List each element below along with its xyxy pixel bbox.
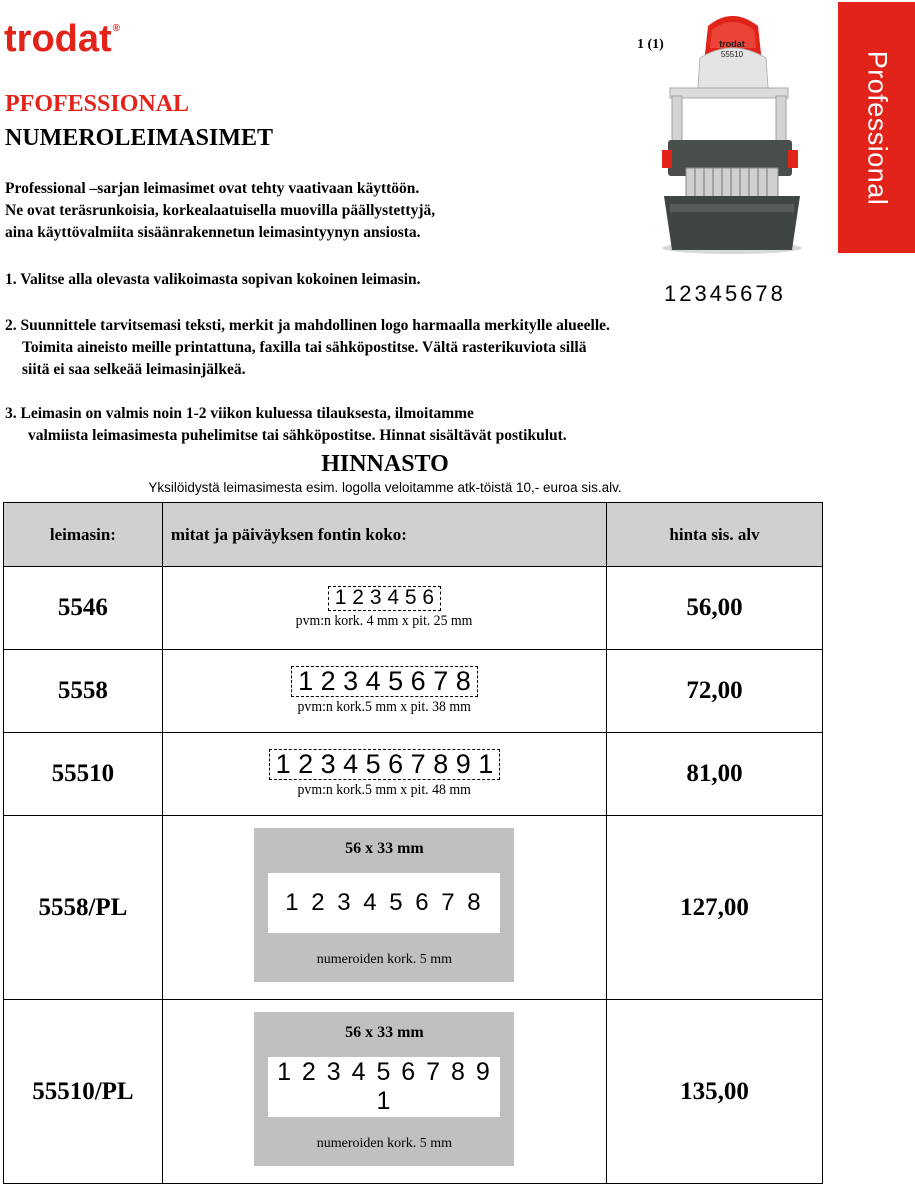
price-table xyxy=(3,502,823,1184)
dimensions-cell xyxy=(162,650,606,733)
step-1: 1. Valitse alla olevasta valikoimasta sopivan kokoinen leimasin. xyxy=(5,271,421,288)
dimensions-text: pvm:n kork.5 mm x pit. 48 mm xyxy=(297,781,472,798)
table-row xyxy=(4,567,823,650)
model-cell: 5558 xyxy=(4,650,163,733)
table-row xyxy=(4,1000,823,1184)
table-row xyxy=(4,733,823,816)
dimensions-text: pvm:n kork. 4 mm x pit. 25 mm xyxy=(296,612,473,629)
intro-paragraph: Professional –sarjan leimasimet ovat tehty vaativaan käyttöön. Ne ovat teräsrunkoisia, korkealaatuisella muovilla päällystettyjä, aina käyttövalmiita sisäänrakennetun leimasintyynyn ansiosta. xyxy=(5,180,436,241)
plate-size: 56 x 33 mm xyxy=(345,1024,424,1041)
model-cell: 5546 xyxy=(4,567,163,650)
header-dimensions: mitat ja päiväyksen fontin koko: xyxy=(162,503,606,567)
stamp-plate xyxy=(254,828,514,982)
table-header-row xyxy=(4,503,823,567)
plate-note: numeroiden kork. 5 mm xyxy=(316,1136,453,1151)
digits-sample: 1 2 3 4 5 6 7 8 9 1 xyxy=(268,1057,500,1117)
price-cell: 135,00 xyxy=(607,1000,823,1184)
step-3: 3. Leimasin on valmis noin 1-2 viikon kuluessa tilauksesta, ilmoitamme valmiista leimasimesta puhelimitse tai sähköpostitse. Hinnat sisältävät postikulut. xyxy=(5,405,567,444)
professional-side-tab: Professional xyxy=(838,2,915,253)
dimensions-cell xyxy=(162,816,606,1000)
plate-size: 56 x 33 mm xyxy=(345,840,424,857)
table-row xyxy=(4,816,823,1000)
digits-sample: 1 2 3 4 5 6 7 8 xyxy=(291,666,478,696)
page-number: 1 (1) xyxy=(637,37,664,52)
header-model: leimasin: xyxy=(4,503,163,567)
sample-number-print: 12345678 xyxy=(664,281,786,306)
digits-sample: 1 2 3 4 5 6 7 8 9 1 xyxy=(269,749,501,779)
trodat-logo: trodat® xyxy=(4,18,121,60)
stamp-illustration-icon xyxy=(650,8,830,263)
stamp-plate xyxy=(254,1012,514,1166)
plate-note: numeroiden kork. 5 mm xyxy=(316,952,453,967)
dimensions-cell xyxy=(162,1000,606,1184)
pricelist-title: HINNASTO xyxy=(321,451,449,477)
price-cell: 127,00 xyxy=(607,816,823,1000)
model-cell: 5558/PL xyxy=(4,816,163,1000)
digits-sample: 1 2 3 4 5 6 xyxy=(328,586,441,610)
price-cell: 72,00 xyxy=(607,650,823,733)
price-cell: 56,00 xyxy=(607,567,823,650)
model-cell: 55510/PL xyxy=(4,1000,163,1184)
dimensions-text: pvm:n kork.5 mm x pit. 38 mm xyxy=(297,698,472,715)
dimensions-cell xyxy=(162,567,606,650)
digits-sample: 1 2 3 4 5 6 7 8 xyxy=(268,873,500,933)
heading-professional: PFOFESSIONAL xyxy=(5,91,190,117)
step-2: 2. Suunnittele tarvitsemasi teksti, merkit ja mahdollinen logo harmaalla merkitylle alueelle. Toimita aineisto meille printattuna, faxilla tai sähköpostitse. Vältä rasterikuviota sillä siitä ei saa selkeää leimasinjälkeä. xyxy=(5,317,610,378)
table-row xyxy=(4,650,823,733)
price-cell: 81,00 xyxy=(607,733,823,816)
stamp-label-model: 55510 xyxy=(720,50,744,59)
model-cell: 55510 xyxy=(4,733,163,816)
header-price: hinta sis. alv xyxy=(607,503,823,567)
stamp-label-brand: trodat xyxy=(719,39,745,49)
dimensions-cell xyxy=(162,733,606,816)
heading-numeroleimasimet: NUMEROLEIMASIMET xyxy=(5,125,274,151)
pricelist-subtitle: Yksilöidystä leimasimesta esim. logolla veloitamme atk-töistä 10,- euroa sis.alv. xyxy=(148,480,622,495)
